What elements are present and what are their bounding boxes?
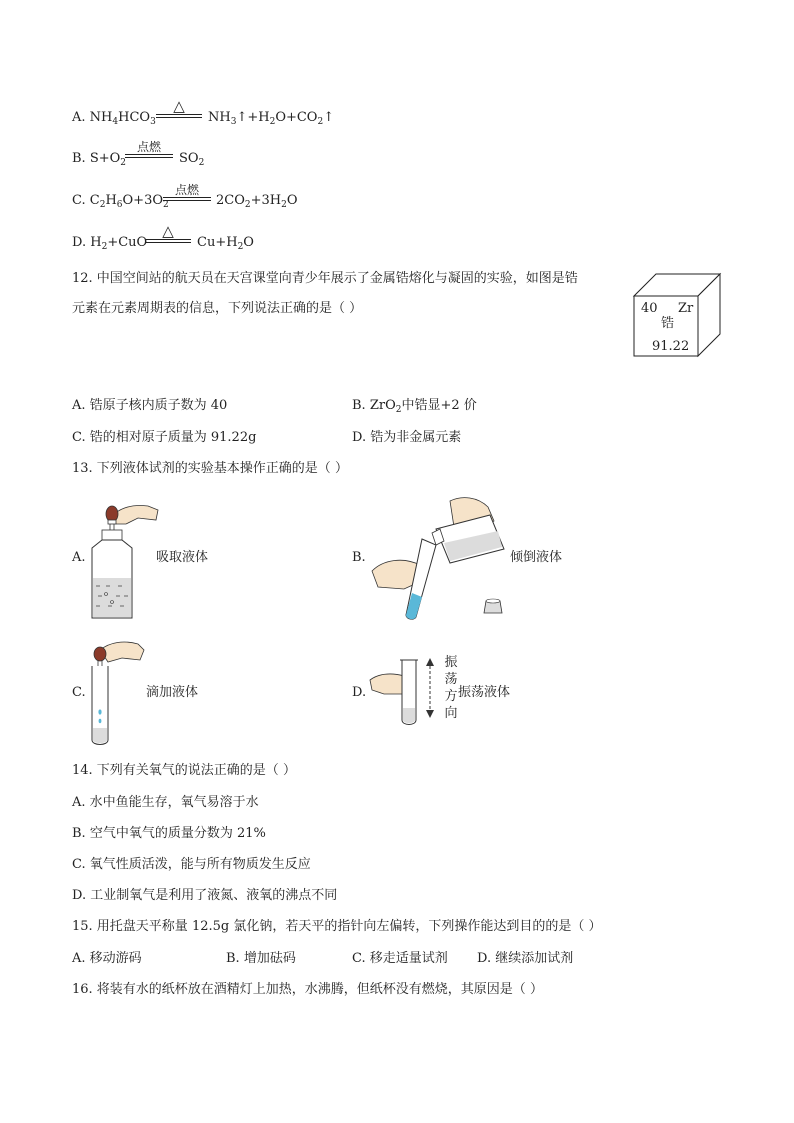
q12-stem-line1: 12. 中国空间站的航天员在天宫课堂向青少年展示了金属锆熔化与凝固的实验，如图是锆 bbox=[72, 271, 578, 286]
q14-option-b[interactable]: B. 空气中氧气的质量分数为 21% bbox=[72, 826, 266, 841]
q11-option-c[interactable]: C. $C_2H_6O+3O_2$ bbox=[72, 193, 169, 210]
q11-c-condition: 点燃 bbox=[163, 184, 211, 201]
q11-option-a[interactable]: A. $NH_4HCO_3$ bbox=[72, 110, 156, 127]
q11-option-d[interactable]: D. $H_2+CuO$ bbox=[72, 235, 148, 252]
q15-option-c[interactable]: C. 移走适量试剂 bbox=[352, 951, 448, 966]
q13-d-direction-label: 振 荡 方 向 bbox=[444, 655, 458, 721]
q12-option-a[interactable]: A. 锆原子核内质子数为 40 bbox=[72, 398, 228, 413]
dropper-bottle-illustration bbox=[86, 494, 162, 622]
element-atomic-number: 40 bbox=[641, 301, 658, 316]
q11-b-condition: 点燃 bbox=[125, 141, 173, 158]
element-atomic-mass: 91.22 bbox=[652, 339, 690, 354]
q13-option-d-label: 振荡液体 bbox=[458, 685, 511, 700]
q11-a-condition: △ bbox=[156, 98, 202, 118]
q13-option-a-label: 吸取液体 bbox=[156, 550, 209, 565]
q11-option-b[interactable]: B. $S+O_2$ bbox=[72, 151, 127, 168]
q12-option-c[interactable]: C. 锆的相对原子质量为 91.22g bbox=[72, 430, 257, 445]
q13-option-c-label: 滴加液体 bbox=[146, 685, 199, 700]
q13-option-a-letter[interactable]: A. bbox=[72, 550, 86, 565]
shaking-tube-illustration bbox=[368, 654, 444, 730]
q14-option-c[interactable]: C. 氧气性质活泼，能与所有物质发生反应 bbox=[72, 857, 311, 872]
q15-stem: 15. 用托盘天平称量 12.5g 氯化钠，若天平的指针向左偏转，下列操作能达到目的的是（ ） bbox=[72, 919, 602, 934]
q16-stem: 16. 将装有水的纸杯放在酒精灯上加热，水沸腾，但纸杯没有燃烧，其原因是（ ） bbox=[72, 982, 543, 997]
element-name: 锆 bbox=[661, 316, 675, 331]
q11-c-products: $2CO_2+3H_2O$ bbox=[216, 193, 298, 210]
q12-stem-line2: 元素在元素周期表的信息，下列说法正确的是（ ） bbox=[72, 301, 363, 316]
q13-option-b-label: 倾倒液体 bbox=[510, 550, 563, 565]
q15-option-b[interactable]: B. 增加砝码 bbox=[226, 951, 296, 966]
q13-option-d-letter[interactable]: D. bbox=[352, 685, 367, 700]
dropping-liquid-illustration bbox=[86, 636, 146, 748]
q13-stem: 13. 下列液体试剂的实验基本操作正确的是（ ） bbox=[72, 461, 348, 476]
q15-option-a[interactable]: A. 移动游码 bbox=[72, 951, 142, 966]
q14-option-d[interactable]: D. 工业制氧气是利用了液氮、液氧的沸点不同 bbox=[72, 888, 338, 903]
pouring-liquid-illustration bbox=[370, 493, 510, 621]
q12-option-b[interactable]: B. ZrO$_2$中锆显+2 价 bbox=[352, 398, 477, 415]
q11-b-products: $SO_2$ bbox=[179, 151, 205, 168]
q15-option-d[interactable]: D. 继续添加试剂 bbox=[477, 951, 574, 966]
q11-d-products: $Cu+H_2O$ bbox=[197, 235, 254, 252]
q13-option-b-letter[interactable]: B. bbox=[352, 550, 366, 565]
element-symbol: Zr bbox=[678, 301, 694, 316]
q14-option-a[interactable]: A. 水中鱼能生存，氧气易溶于水 bbox=[72, 795, 259, 810]
q11-a-products: $NH_3↑+H_2O+CO_2↑$ bbox=[208, 110, 335, 127]
q13-option-c-letter[interactable]: C. bbox=[72, 685, 86, 700]
q11-d-condition: △ bbox=[145, 223, 191, 243]
q14-stem: 14. 下列有关氧气的说法正确的是（ ） bbox=[72, 763, 296, 778]
q12-option-d[interactable]: D. 锆为非金属元素 bbox=[352, 430, 462, 445]
